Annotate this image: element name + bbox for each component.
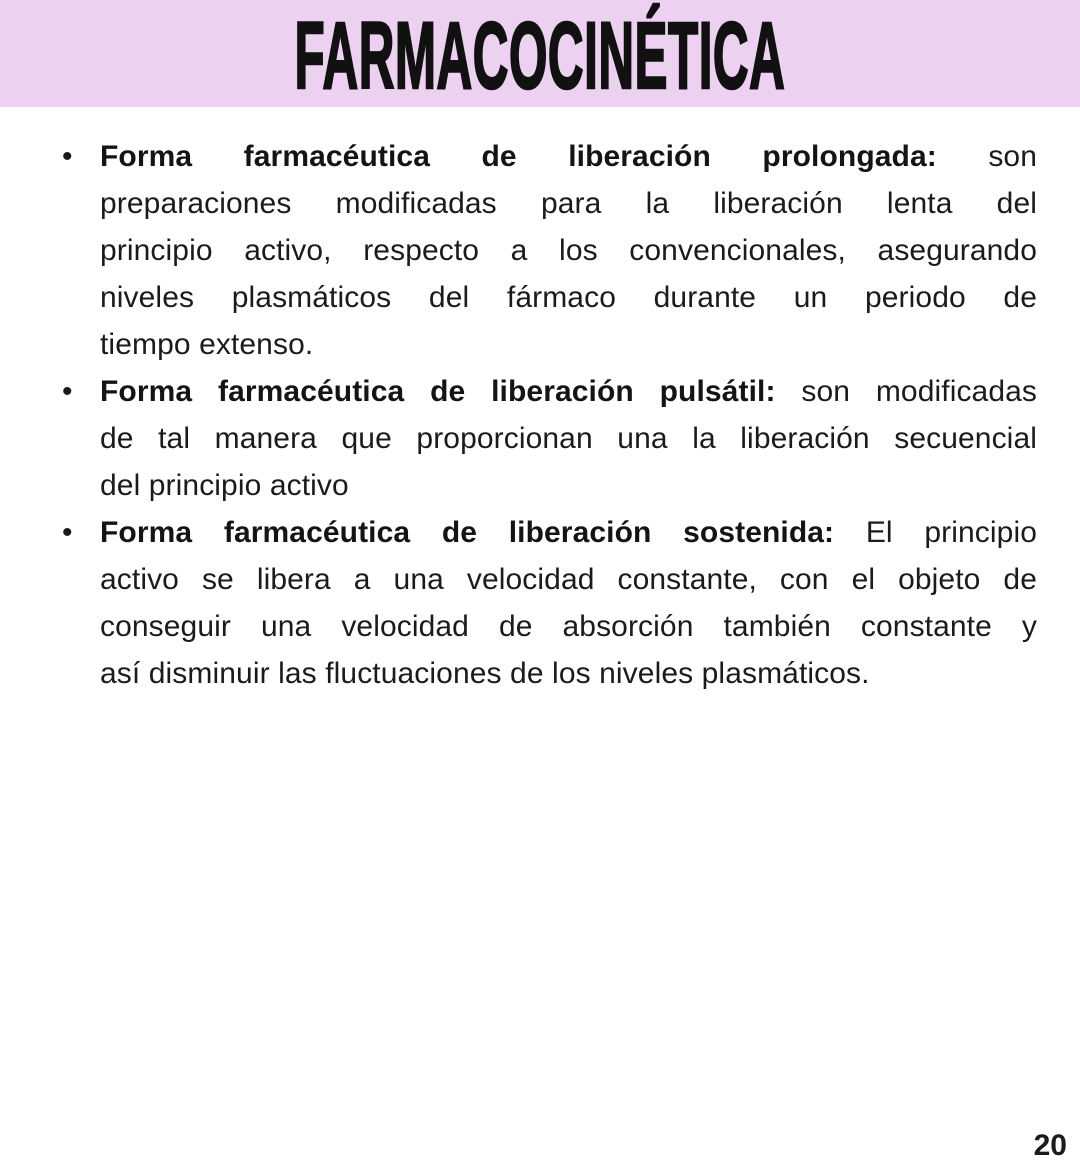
bullet-lead-bold: Forma farmacéutica de liberación prolongada: — [100, 140, 937, 173]
text-line: de tal manera que proporcionan una la liberación secuencial — [100, 422, 1037, 455]
page-header — [0, 0, 1080, 107]
bullet-lead-rest: El principio — [834, 516, 1037, 549]
text-line: conseguir una velocidad de absorción también constante y — [100, 610, 1037, 643]
bullet-lead-bold: Forma farmacéutica de liberación sostenida: — [100, 516, 835, 549]
text-line — [100, 133, 1037, 180]
bullet-lead-rest: son — [936, 140, 1037, 173]
text-line: principio activo, respecto a los convencionales, asegurando — [100, 234, 1037, 267]
text-line: tiempo extenso. — [100, 328, 314, 361]
text-line: del principio activo — [100, 469, 349, 502]
text-line — [100, 368, 1037, 415]
content-area — [0, 107, 1080, 697]
page-number: 20 — [1033, 1129, 1067, 1162]
text-line: así disminuir las fluctuaciones de los niveles plasmáticos. — [100, 657, 870, 690]
bullet-text — [100, 509, 1037, 697]
bullet-lead-bold: Forma farmacéutica de liberación pulsátil: — [100, 375, 776, 408]
bullet-icon: • — [62, 375, 73, 408]
bullet-list — [62, 133, 1037, 697]
bullet-item-prolongada — [62, 133, 1037, 368]
text-line: niveles plasmáticos del fármaco durante un periodo de — [100, 281, 1037, 314]
bullet-item-pulsatil — [62, 368, 1037, 509]
text-line: activo se libera a una velocidad constante, con el objeto de — [100, 563, 1037, 596]
text-line — [100, 509, 1037, 556]
bullet-text — [100, 368, 1037, 509]
bullet-item-sostenida — [62, 509, 1037, 697]
page-title: FARMACOCINÉTICA — [294, 3, 786, 109]
text-line: preparaciones modificadas para la liberación lenta del — [100, 187, 1037, 220]
bullet-text — [100, 133, 1037, 368]
bullet-icon: • — [62, 516, 73, 549]
bullet-lead-rest: son modificadas — [775, 375, 1038, 408]
bullet-icon: • — [62, 140, 73, 173]
